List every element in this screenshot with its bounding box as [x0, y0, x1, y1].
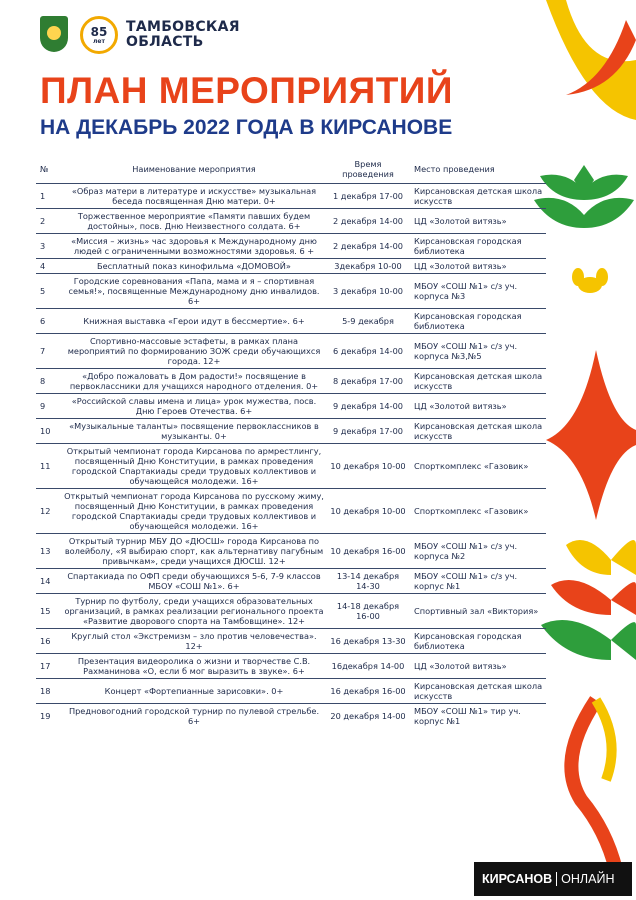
row-number: 12	[36, 489, 60, 534]
row-number: 14	[36, 569, 60, 594]
row-time: 10 декабря 10-00	[328, 489, 408, 534]
row-number: 13	[36, 534, 60, 569]
row-time: 6 декабря 14-00	[328, 334, 408, 369]
row-place: МБОУ «СОШ №1» с/з уч. корпуса №2	[408, 534, 546, 569]
row-time: 14-18 декабря 16-00	[328, 594, 408, 629]
row-time: 16 декабря 16-00	[328, 679, 408, 704]
table-row	[36, 489, 546, 534]
row-event-name: Презентация видеоролика о жизни и творчестве С.В. Рахманинова «О, если б мог выразить в звуке». 6+	[60, 654, 328, 679]
table-row	[36, 679, 546, 704]
header-event-name: Наименование мероприятия	[132, 164, 256, 174]
row-place: МБОУ «СОШ №1» с/з уч. корпуса №3,№5	[408, 334, 546, 369]
anniversary-logo	[80, 16, 118, 54]
row-place: ЦД «Золотой витязь»	[408, 654, 546, 679]
table-row	[36, 704, 546, 729]
row-place: Спорткомплекс «Газовик»	[408, 489, 546, 534]
row-event-name: Городские соревнования «Папа, мама и я – спортивная семья!», посвященные Международному дню инвалидов. 6+	[60, 274, 328, 309]
row-place: ЦД «Золотой витязь»	[408, 209, 546, 234]
table-row	[36, 369, 546, 394]
red-star-icon	[546, 350, 636, 520]
row-place: Кирсановская детская школа искусств	[408, 419, 546, 444]
row-event-name: Бесплатный показ кинофильма «ДОМОВОЙ»	[60, 259, 328, 274]
row-time: 2 декабря 14-00	[328, 234, 408, 259]
row-place: ЦД «Золотой витязь»	[408, 394, 546, 419]
row-event-name: «Образ матери в литературе и искусстве» музыкальная беседа посвященная Дню матери. 0+	[60, 184, 328, 209]
row-event-name: Открытый чемпионат города Кирсанова по армрестлингу, посвященный Дню Конституции, в рамках проведения городской Спартакиады среди трудовых коллективов и обучающейся молодежи. 16+	[60, 444, 328, 489]
row-number: 1	[36, 184, 60, 209]
brand-part-1: КИРСАНОВ	[474, 872, 557, 886]
row-time: 8 декабря 17-00	[328, 369, 408, 394]
row-event-name: Открытый чемпионат города Кирсанова по русскому жиму, посвященный Дню Конституции, в рамках проведения городской Спартакиады среди трудовых коллективов и обучающейся молодежи. 16+	[60, 489, 328, 534]
table-row	[36, 184, 546, 209]
row-place: Кирсановская детская школа искусств	[408, 369, 546, 394]
row-number: 5	[36, 274, 60, 309]
row-place: Кирсановская детская школа искусств	[408, 184, 546, 209]
row-number: 16	[36, 629, 60, 654]
coat-of-arms-logo	[40, 16, 68, 52]
row-number: 11	[36, 444, 60, 489]
row-place: Кирсановская городская библиотека	[408, 234, 546, 259]
row-number: 17	[36, 654, 60, 679]
tier-leaf-icon	[566, 540, 611, 575]
row-time: 3 декабря 10-00	[328, 274, 408, 309]
table-row	[36, 259, 546, 274]
row-number: 15	[36, 594, 60, 629]
row-event-name: Открытый турнир МБУ ДО «ДЮСШ» города Кирсанова по волейболу, «Я выбираю спорт, как альтернативу пагубным привычкам», среди учащихся ДЮСШ. 12+	[60, 534, 328, 569]
row-event-name: Спартакиада по ОФП среди обучающихся 5-6, 7-9 классов МБОУ «СОШ №1». 6+	[60, 569, 328, 594]
row-number: 2	[36, 209, 60, 234]
row-time: 16декабря 14-00	[328, 654, 408, 679]
table-row	[36, 334, 546, 369]
table-row	[36, 274, 546, 309]
row-place: Кирсановская детская школа искусств	[408, 679, 546, 704]
row-place: ЦД «Золотой витязь»	[408, 259, 546, 274]
brand-badge	[474, 862, 632, 896]
region-line-1: ТАМБОВСКАЯ	[126, 19, 240, 35]
table-row	[36, 569, 546, 594]
row-event-name: «Музыкальные таланты» посвящение первоклассников в музыканты. 0+	[60, 419, 328, 444]
row-time: 20 декабря 14-00	[328, 704, 408, 729]
table-row	[36, 654, 546, 679]
header-number: №	[40, 164, 49, 174]
row-event-name: Книжная выставка «Герои идут в бессмертие». 6+	[60, 309, 328, 334]
row-event-name: Концерт «Фортепианные зарисовки». 0+	[60, 679, 328, 704]
table-row	[36, 209, 546, 234]
row-time: 10 декабря 10-00	[328, 444, 408, 489]
row-time: 3декабря 10-00	[328, 259, 408, 274]
row-event-name: Предновогодний городской турнир по пулевой стрельбе. 6+	[60, 704, 328, 729]
row-event-name: Торжественное мероприятие «Памяти павших будем достойны», посв. Дню Неизвестного солдата. 6+	[60, 209, 328, 234]
row-event-name: Круглый стол «Экстремизм – зло против человечества». 12+	[60, 629, 328, 654]
row-time: 13-14 декабря 14-30	[328, 569, 408, 594]
anniversary-number: 85	[90, 25, 108, 39]
row-time: 10 декабря 16-00	[328, 534, 408, 569]
row-number: 8	[36, 369, 60, 394]
row-event-name: «Добро пожаловать в Дом радости!» посвящение в первоклассники для учащихся народного отделения. 0+	[60, 369, 328, 394]
page-title: ПЛАН МЕРОПРИЯТИЙ	[40, 70, 453, 111]
row-number: 10	[36, 419, 60, 444]
anniversary-unit: лет	[93, 38, 105, 45]
region-line-2: ОБЛАСТЬ	[126, 34, 204, 50]
table-row	[36, 629, 546, 654]
row-time: 5-9 декабря	[328, 309, 408, 334]
row-place: МБОУ «СОШ №1» с/з уч. корпуса №3	[408, 274, 546, 309]
row-number: 6	[36, 309, 60, 334]
table-header-row	[36, 157, 546, 184]
row-number: 9	[36, 394, 60, 419]
row-time: 2 декабря 14-00	[328, 209, 408, 234]
row-place: МБОУ «СОШ №1» с/з уч. корпус №1	[408, 569, 546, 594]
header-time: Время проведения	[342, 159, 394, 179]
table-row	[36, 419, 546, 444]
row-time: 9 декабря 14-00	[328, 394, 408, 419]
row-event-name: Турнир по футболу, среди учащихся образовательных организаций, в рамках реализации регионального проекта «Развитие дворового спорта на Тамбовщине». 12+	[60, 594, 328, 629]
row-place: Спортивный зал «Виктория»	[408, 594, 546, 629]
events-table	[36, 157, 546, 728]
table-row	[36, 444, 546, 489]
row-place: Спорткомплекс «Газовик»	[408, 444, 546, 489]
row-number: 18	[36, 679, 60, 704]
row-number: 19	[36, 704, 60, 729]
row-place: Кирсановская городская библиотека	[408, 629, 546, 654]
row-event-name: «Миссия – жизнь» час здоровья к Международному дню людей с ограниченными возможностями здоровья. 6 +	[60, 234, 328, 259]
row-time: 16 декабря 13-30	[328, 629, 408, 654]
row-time: 9 декабря 17-00	[328, 419, 408, 444]
row-place: Кирсановская городская библиотека	[408, 309, 546, 334]
row-number: 4	[36, 259, 60, 274]
row-event-name: Спортивно-массовые эстафеты, в рамках плана мероприятий по формированию ЗОЖ среди обучающихся города. 12+	[60, 334, 328, 369]
table-row	[36, 594, 546, 629]
row-number: 3	[36, 234, 60, 259]
region-name	[126, 20, 240, 50]
brand-part-2: ОНЛАЙН	[561, 872, 615, 886]
row-number: 7	[36, 334, 60, 369]
table-row	[36, 394, 546, 419]
row-time: 1 декабря 17-00	[328, 184, 408, 209]
header-place: Место проведения	[414, 164, 495, 174]
row-place: МБОУ «СОШ №1» тир уч. корпус №1	[408, 704, 546, 729]
table-row	[36, 534, 546, 569]
row-event-name: «Российской славы имена и лица» урок мужества, посв. Дню Героев Отечества. 6+	[60, 394, 328, 419]
page-subtitle: НА ДЕКАБРЬ 2022 ГОДА В КИРСАНОВЕ	[40, 116, 453, 139]
table-row	[36, 234, 546, 259]
table-row	[36, 309, 546, 334]
